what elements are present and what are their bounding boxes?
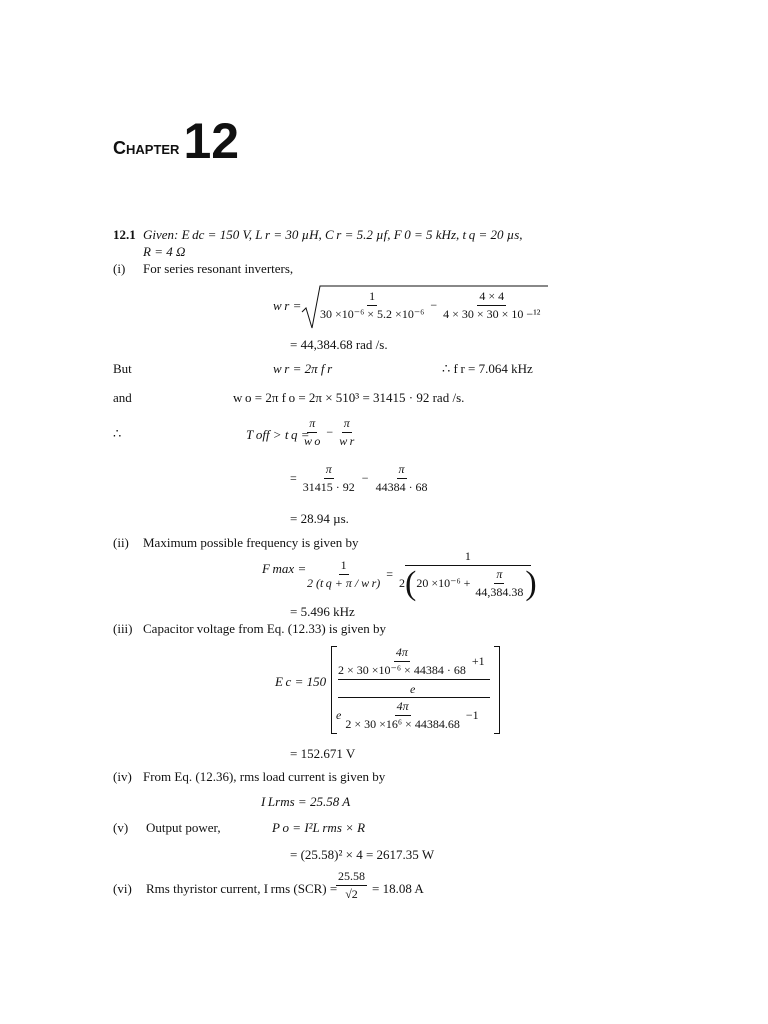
po-equation: P o = I²L rms × R xyxy=(272,820,366,835)
toff-num-1: π xyxy=(324,462,334,479)
fmax-fractions xyxy=(305,549,539,600)
ec-top-block xyxy=(336,645,485,678)
irms-result: = 18.08 A xyxy=(372,881,424,896)
toff-eq-sign: = xyxy=(290,471,297,485)
ilrms-equation: I Lrms = 25.58 A xyxy=(261,794,351,809)
toff-num-2: π xyxy=(397,462,407,479)
ec-lhs: E c = 150 xyxy=(275,674,327,689)
ec-bottom-block xyxy=(336,699,479,732)
toff-den-1: 31415 · 92 xyxy=(302,480,355,494)
ec-plus-one: +1 xyxy=(471,654,485,668)
chapter-number: 12 xyxy=(183,113,240,169)
part-i-tag: (i) xyxy=(113,261,126,276)
sqrt-minus: − xyxy=(430,298,438,312)
toff-result: = 28.94 µs. xyxy=(290,511,349,526)
ec-right-bracket xyxy=(494,646,500,734)
fmax-left-paren: ( xyxy=(405,564,417,602)
fmax-den-1: 2 (t q + π / w r) xyxy=(307,576,381,590)
irms-fraction xyxy=(336,869,367,902)
given-line-2: R = 4 Ω xyxy=(143,244,186,259)
fmax-num-1: 1 xyxy=(339,558,349,575)
toff-numeric xyxy=(290,462,430,495)
ec-e-label: e xyxy=(410,682,416,696)
ec-second-bar xyxy=(338,697,490,698)
fmax-lhs: F max = xyxy=(262,561,307,576)
given-line-1: Given: E dc = 150 V, L r = 30 µH, C r = 5.2 µf, F 0 = 5 kHz, t q = 20 µs, xyxy=(143,227,523,242)
ec-bottom-num: 4π xyxy=(395,699,411,716)
fmax-eq: = xyxy=(386,567,394,581)
fmax-result: = 5.496 kHz xyxy=(290,604,355,619)
chapter-label: Chapter xyxy=(113,138,180,158)
ec-minus-one: −1 xyxy=(465,708,479,722)
fmax-den2-prefix: 2 xyxy=(399,576,406,590)
wr-2pi: w r = 2π f r xyxy=(273,361,333,376)
and-label: and xyxy=(113,390,132,405)
toff-fractions xyxy=(302,416,356,449)
wr-lhs: w r = xyxy=(273,298,302,313)
fmax-den2-a: 20 ×10⁻⁶ + xyxy=(416,576,471,590)
part-iii-text: Capacitor voltage from Eq. (12.33) is given by xyxy=(143,621,386,636)
part-iv-tag: (iv) xyxy=(113,769,132,784)
toff-wo: w o xyxy=(304,434,321,448)
toff-den-2: 44384 · 68 xyxy=(375,480,428,494)
sqrt-frac2-den: 4 × 30 × 30 × 10 −¹² xyxy=(443,307,541,321)
therefore-symbol: ∴ xyxy=(113,426,122,441)
part-i-text: For series resonant inverters, xyxy=(143,261,294,276)
sqrt-frac2-num: 4 × 4 xyxy=(477,289,506,306)
sqrt-content xyxy=(318,289,542,322)
ec-bottom-e: e xyxy=(336,708,342,722)
ec-result: = 152.671 V xyxy=(290,746,356,761)
fmax-den2-den: 44,384.38 xyxy=(475,585,524,599)
toff-wr: w r xyxy=(339,434,355,448)
chapter-heading xyxy=(113,112,239,170)
fmax-right-paren: ) xyxy=(525,564,537,602)
po-result: = (25.58)² × 4 = 2617.35 W xyxy=(290,847,435,862)
but-label: But xyxy=(113,361,132,376)
part-iv-text: From Eq. (12.36), rms load current is given by xyxy=(143,769,386,784)
toff-minus-2: − xyxy=(361,471,369,485)
irms-num: 25.58 xyxy=(336,869,367,886)
wr-result: = 44,384.68 rad /s. xyxy=(290,337,388,352)
fmax-den-2 xyxy=(397,566,539,600)
part-v-tag: (v) xyxy=(113,820,129,835)
part-vi-tag: (vi) xyxy=(113,881,132,896)
part-iii-tag: (iii) xyxy=(113,621,133,636)
sqrt-frac1-num: 1 xyxy=(367,289,377,306)
irms-den: √2 xyxy=(345,887,358,901)
sqrt-frac1-den: 30 ×10⁻⁶ × 5.2 ×10⁻⁶ xyxy=(320,307,425,321)
toff-pi-1: π xyxy=(307,416,317,433)
part-ii-tag: (ii) xyxy=(113,535,129,550)
toff-minus: − xyxy=(326,425,334,439)
fmax-den2-pi: π xyxy=(494,567,504,584)
toff-lhs: T off > t q = xyxy=(246,427,310,442)
toff-pi-2: π xyxy=(342,416,352,433)
part-vi-text: Rms thyristor current, I rms (SCR) = xyxy=(146,881,338,896)
fmax-num-2: 1 xyxy=(405,549,531,566)
ec-top-den: 2 × 30 ×10⁻⁶ × 44384 · 68 xyxy=(338,663,466,677)
ec-top-num: 4π xyxy=(394,645,410,662)
ec-main-fraction-bar xyxy=(338,679,490,680)
part-ii-text: Maximum possible frequency is given by xyxy=(143,535,359,550)
problem-number: 12.1 xyxy=(113,227,136,242)
wo-equation: w o = 2π f o = 2π × 510³ = 31415 · 92 rad /s. xyxy=(233,390,465,405)
ec-bottom-den: 2 × 30 ×16⁶ × 44384.68 xyxy=(345,717,460,731)
fr-result: ∴ f r = 7.064 kHz xyxy=(442,361,533,376)
part-v-text: Output power, xyxy=(146,820,221,835)
